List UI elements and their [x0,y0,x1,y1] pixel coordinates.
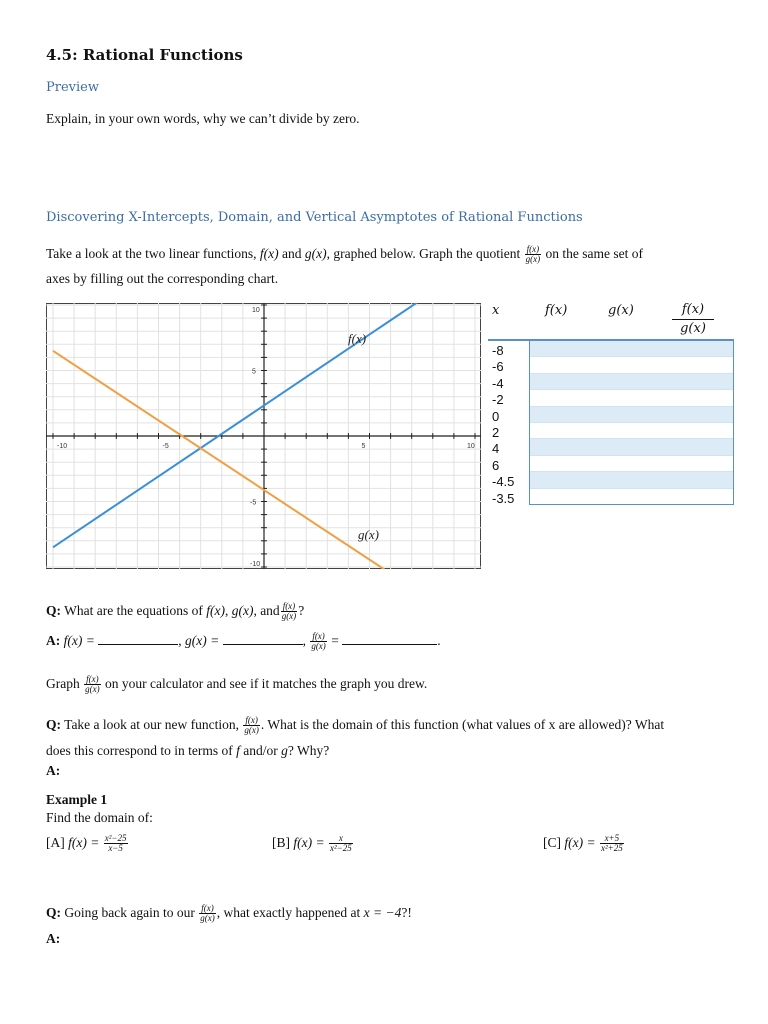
q1-question: Q: What are the equations of f(x), g(x), and $\frac{f(x)}{g(x)}$ ? [46,601,305,622]
x-tick-label: 10 [467,443,475,450]
preview-heading: Preview [46,80,99,95]
table-x-value: -6 [492,359,504,375]
table-x-column [492,343,514,507]
example1-part-a: [A] f(x) = $\frac{\text{x²−25}}{x-5}$ [46,833,127,854]
f-label: f(x) [348,331,367,346]
table-header-fx: f(x) [545,303,568,318]
quotient-fraction: $\frac{f(x)}{g(x)}$ [525,244,541,265]
q3-answer-label: A: [46,931,61,946]
linear-functions-graph [46,303,481,569]
graph-note: Graph $\frac{f(x)}{g(x)}$ on your calculator and see if it matches the graph you drew. [46,674,428,695]
discover-text-b: , graphed below. Graph the quotient [326,246,521,261]
fx-answer-blank[interactable] [98,634,178,645]
table-x-value: -4 [492,375,504,391]
discover-text-a: Take a look at the two linear functions, [46,246,257,261]
gx-answer-blank[interactable] [223,634,303,645]
discover-heading: Discovering X-Intercepts, Domain, and Vertical Asymptotes of Rational Functions [46,210,583,225]
table-x-value: -2 [492,392,504,408]
table-row[interactable] [530,374,733,390]
table-row[interactable] [530,472,733,488]
q1-answer-label: A: [46,633,61,648]
example1-part-c: [C] f(x) = $\frac{x+5}{\text{x²+25}}$ [543,833,623,854]
preview-prompt: Explain, in your own words, why we can’t divide by zero. [46,111,360,126]
table-header-quotient: f(x) g(x) [672,301,714,338]
g-label: g(x) [358,527,379,542]
table-x-value: -8 [492,343,504,358]
discover-gx: g(x) [304,246,327,261]
table-row[interactable] [530,357,733,373]
table-row[interactable] [530,456,733,472]
discover-text-c: on the same set of [545,246,644,261]
q2-question-line-2: does this correspond to in terms of f and/or g? Why? [46,743,330,758]
table-answer-cells[interactable] [529,341,734,505]
table-row[interactable] [530,423,733,439]
table-row[interactable] [530,390,733,406]
example1-part-b: [B] f(x) = $\frac{x}{\text{x²−25}}$ [272,833,352,854]
q1-text: What are the equations of [64,603,203,618]
table-header-gx: g(x) [608,303,634,318]
q1-fraction: $\frac{f(x)}{g(x)}$ [281,601,297,622]
x-tick-label: 5 [361,443,366,450]
table-x-value: 4 [492,441,500,457]
page-title: 4.5: Rational Functions [46,46,243,64]
q2-question-line-1: Q: Take a look at our new function, $\frac{f(x)}{g(x)}$ . What is the domain of this function (what values of x are allowed)? What [46,715,665,736]
table-x-value: -3.5 [492,490,515,506]
discover-line-2: axes by filling out the corresponding chart. [46,271,279,286]
discover-fx: f(x) [259,246,279,261]
table-x-value: 2 [492,425,500,441]
x-tick-label: -10 [57,443,68,450]
q3-question: Q: Going back again to our $\frac{f(x)}{g(x)}$ , what exactly happened at x = −4?! [46,903,412,924]
quotient-answer-blank[interactable] [342,634,437,645]
table-row[interactable] [530,489,733,504]
q1-label: Q: [46,603,61,618]
y-tick-label: -5 [250,499,257,507]
table-row[interactable] [530,341,733,357]
q1-answer: A: f(x) = , g(x) = , $\frac{f(x)}{g(x)}$ = . [46,631,441,652]
table-row[interactable] [530,407,733,423]
table-row[interactable] [530,439,733,455]
q2-answer-label: A: [46,763,61,778]
table-x-value: -4.5 [492,474,515,490]
table-x-value: 0 [492,408,500,424]
table-x-value: 6 [492,457,500,473]
x-tick-label: -5 [162,443,169,450]
y-tick-label: -10 [250,561,261,568]
discover-line-1 [46,245,643,264]
discover-and: and [281,246,302,261]
example1-title: Example 1 [46,792,108,807]
y-tick-label: 5 [252,368,256,376]
example1-prompt: Find the domain of: [46,810,153,825]
table-header-x: x [492,303,500,318]
y-tick-label: 10 [252,307,260,314]
